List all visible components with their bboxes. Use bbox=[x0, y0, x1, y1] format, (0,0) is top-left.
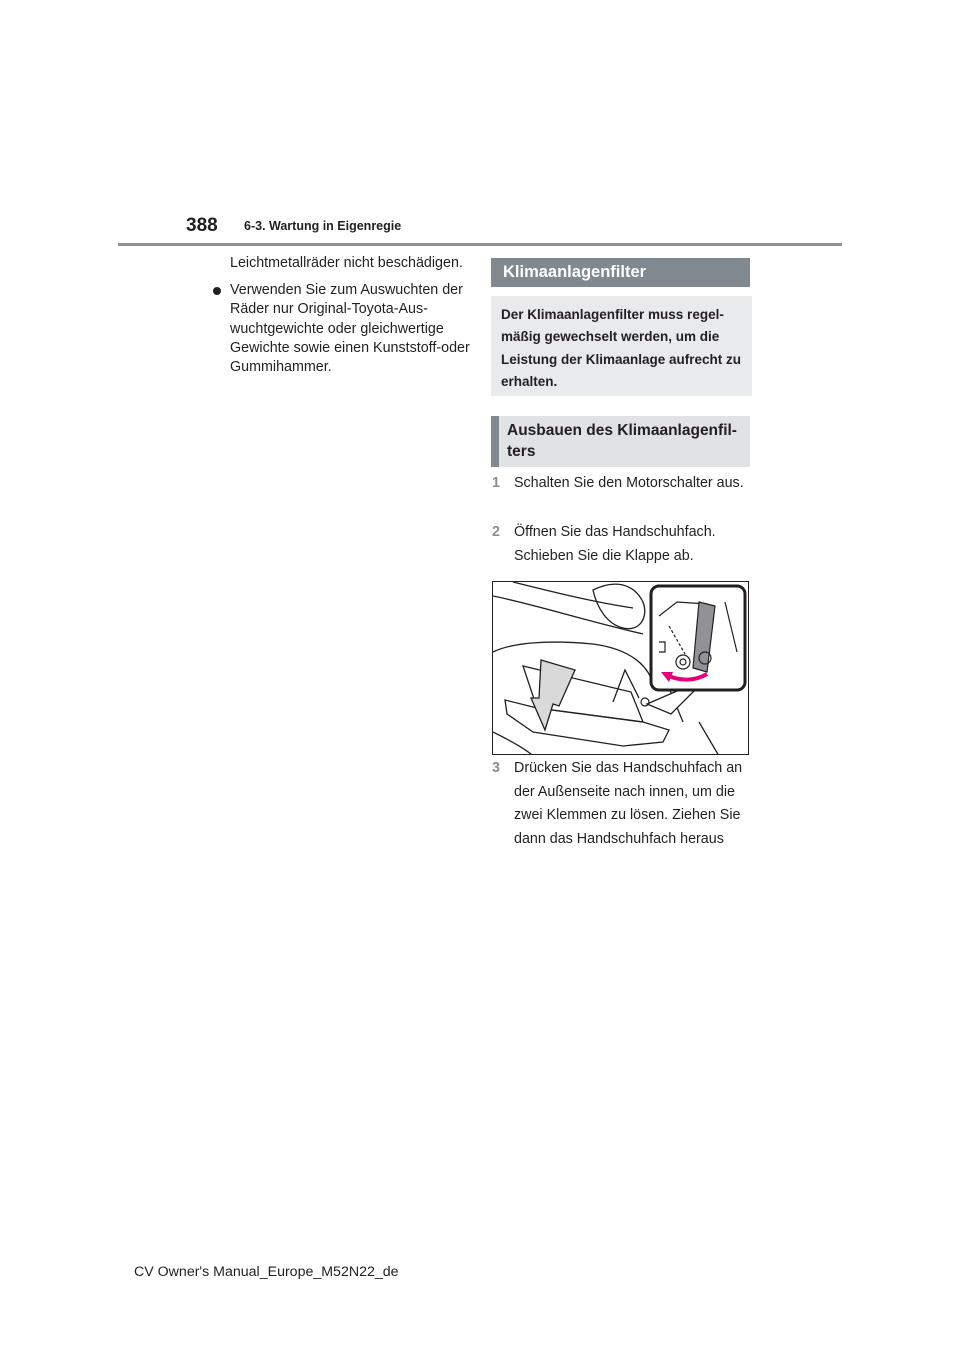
step-text: Öffnen Sie das Handschuhfach. bbox=[514, 524, 716, 540]
bullet-text: Verwenden Sie zum Auswuchten der Räder nur Original-Toyota-Aus-wuchtgewichte oder gleichwertige Gewichte sowie einen Kunststoff-oder Gummihammer. bbox=[230, 282, 470, 376]
subsection-header: Ausbauen des Klimaanlagenfil-ters bbox=[491, 416, 750, 467]
left-column bbox=[210, 254, 472, 382]
step-3 bbox=[492, 757, 750, 851]
chapter-title: 6-3. Wartung in Eigenregie bbox=[244, 219, 402, 233]
section-header: Klimaanlagenfilter bbox=[491, 258, 750, 287]
header-rule bbox=[118, 243, 842, 246]
step-subtext: Schieben Sie die Klappe ab. bbox=[514, 547, 694, 564]
continuation-text: Leichtmetallräder nicht beschädigen. bbox=[230, 255, 463, 271]
figure-svg bbox=[493, 582, 749, 755]
section-intro: Der Klimaanlagenfilter muss regel-mäßig gewechselt werden, um die Leistung der Klimaanlage aufrecht zu erhalten. bbox=[491, 296, 752, 396]
step-2 bbox=[492, 521, 750, 568]
step-number: 3 bbox=[492, 760, 500, 776]
bullet-icon bbox=[213, 287, 221, 295]
step-number: 2 bbox=[492, 524, 500, 540]
step-text: Schalten Sie den Motorschalter aus. bbox=[514, 475, 744, 491]
step-text: Drücken Sie das Handschuhfach an der Außenseite nach innen, um die zwei Klemmen zu lösen. Ziehen Sie dann das Handschuhfach heraus bbox=[514, 760, 743, 847]
footer-text: CV Owner's Manual_Europe_M52N22_de bbox=[134, 1264, 399, 1280]
bullet-item bbox=[210, 281, 472, 377]
step-1 bbox=[492, 472, 750, 496]
step-number: 1 bbox=[492, 475, 500, 491]
glovebox-illustration-icon bbox=[492, 581, 749, 755]
page-number: 388 bbox=[186, 215, 218, 236]
